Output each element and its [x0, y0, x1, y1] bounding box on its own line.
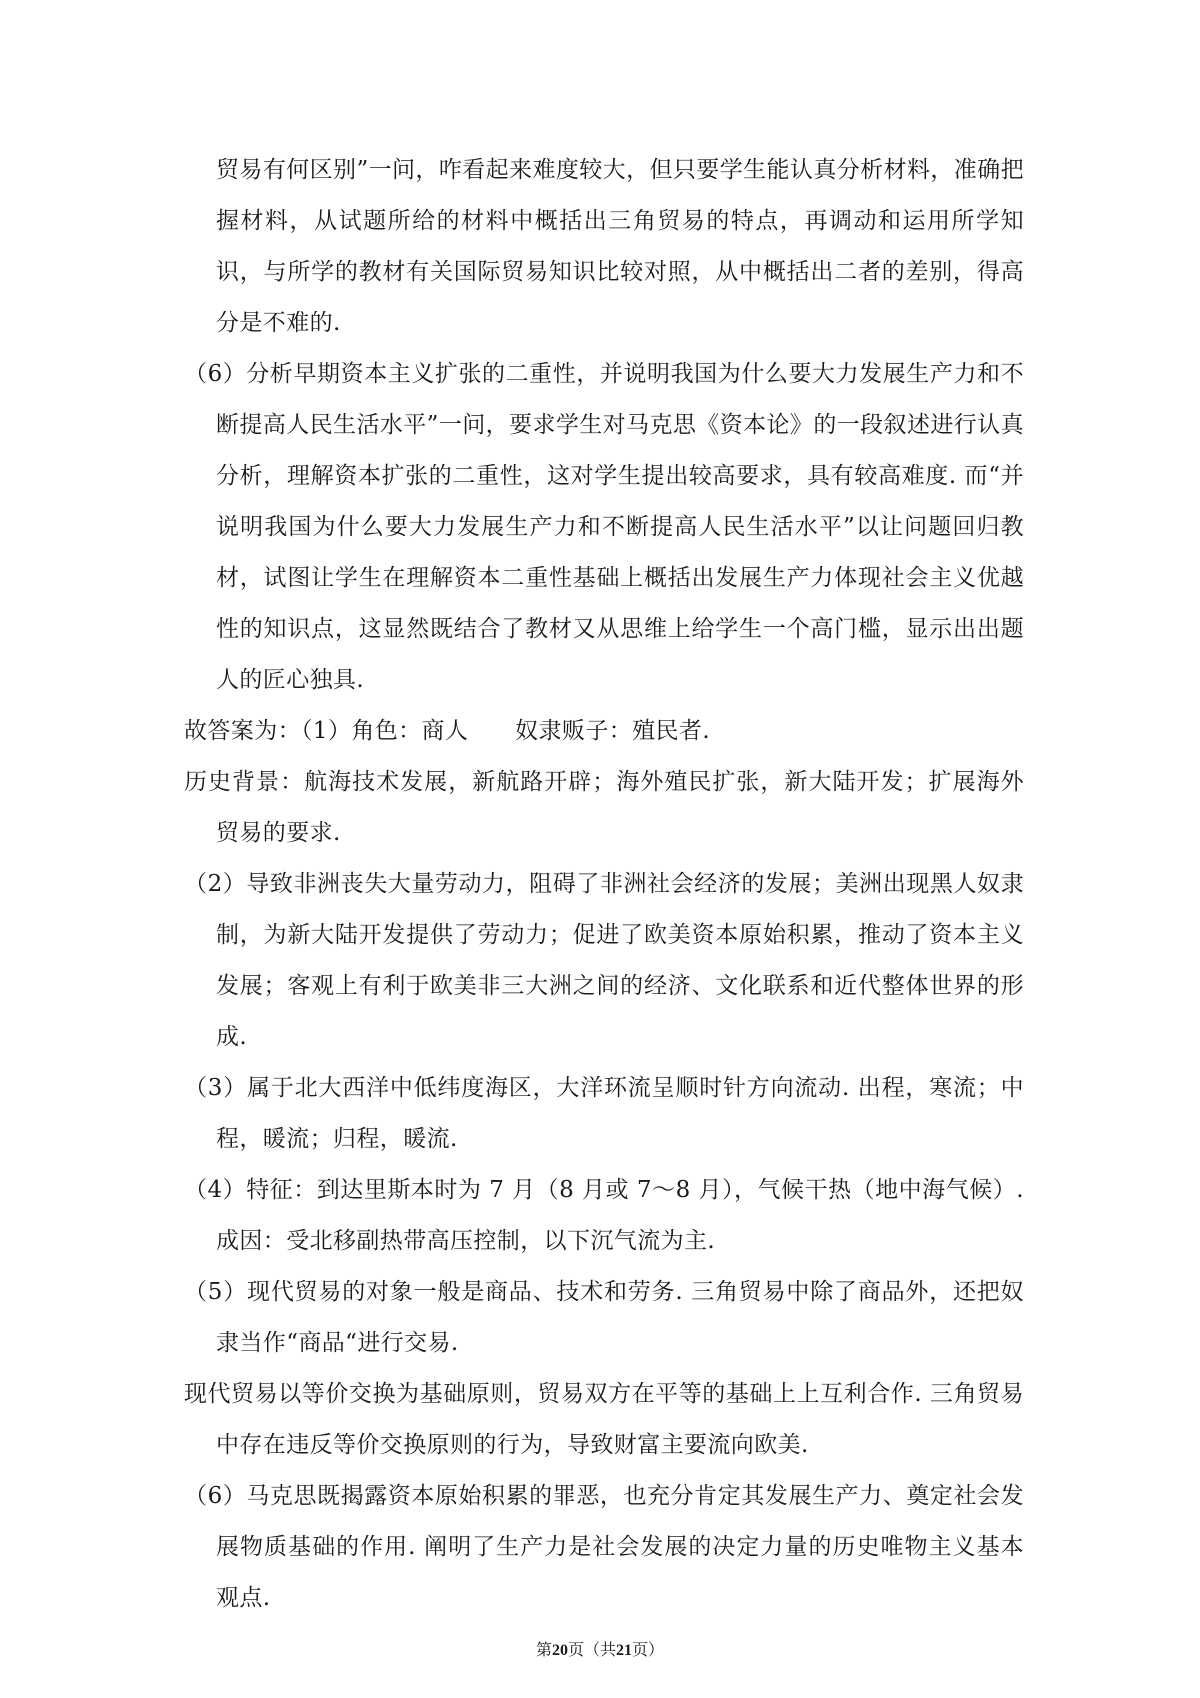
analysis-paragraph-trade-difference: 贸易有何区别”一问，咋看起来难度较大，但只要学生能认真分析材料，准确把握材料，从试题所给的材料中概括出三角贸易的特点，再调动和运用所学知识，与所学的教材有关国际贸易知识比较对照，从中概括出二者的差别，得高分是不难的.	[216, 157, 1024, 336]
answer-text-body	[184, 145, 1024, 1624]
page-footer	[0, 1638, 1200, 1663]
answer-q6: （6）马克思既揭露资本原始积累的罪恶，也充分肯定其发展生产力、奠定社会发展物质基础的作用. 阐明了生产力是社会发展的决定力量的历史唯物主义基本观点.	[184, 1483, 1024, 1611]
footer-prefix: 第	[535, 1640, 552, 1659]
answer-q1-roles: 故答案为：（1）角色：商人 奴隶贩子：殖民者.	[184, 718, 711, 744]
analysis-paragraph-q6: （6）分析早期资本主义扩张的二重性，并说明我国为什么要大力发展生产力和不断提高人民生活水平”一问，要求学生对马克思《资本论》的一段叙述进行认真分析，理解资本扩张的二重性，这对学生提出较高要求，具有较高难度. 而“并说明我国为什么要大力发展生产力和不断提高人民生活水平”以让问题回归教材，试图让学生在理解资本二重性基础上概括出发展生产力体现社会主义优越性的知识点，这显然既结合了教材又从思维上给学生一个高门槛，显示出出题人的匠心独具.	[184, 361, 1024, 693]
answer-q5-part2: 现代贸易以等价交换为基础原则，贸易双方在平等的基础上上互利合作. 三角贸易中存在违反等价交换原则的行为，导致财富主要流向欧美.	[184, 1381, 1024, 1458]
answer-q4: （4）特征：到达里斯本时为 7 月（8 月或 7～8 月），气候干热（地中海气候）. 成因：受北移副热带高压控制，以下沉气流为主.	[184, 1177, 1024, 1254]
footer-middle: 页（共	[567, 1640, 616, 1659]
footer-total-pages: 21	[616, 1642, 632, 1659]
answer-q5-part1: （5）现代贸易的对象一般是商品、技术和劳务. 三角贸易中除了商品外，还把奴隶当作“商品“进行交易.	[184, 1279, 1024, 1356]
answer-q2: （2）导致非洲丧失大量劳动力，阻碍了非洲社会经济的发展；美洲出现黑人奴隶制，为新大陆开发提供了劳动力；促进了欧美资本原始积累，推动了资本主义发展；客观上有利于欧美非三大洲之间的经济、文化联系和近代整体世界的形成.	[184, 871, 1024, 1050]
answer-q1-background: 历史背景：航海技术发展，新航路开辟；海外殖民扩张，新大陆开发；扩展海外贸易的要求.	[184, 769, 1024, 846]
footer-suffix: 页）	[632, 1640, 665, 1659]
footer-page-number: 20	[551, 1642, 568, 1659]
answer-q3: （3）属于北大西洋中低纬度海区，大洋环流呈顺时针方向流动. 出程，寒流；中程，暖流；归程，暖流.	[184, 1075, 1024, 1152]
